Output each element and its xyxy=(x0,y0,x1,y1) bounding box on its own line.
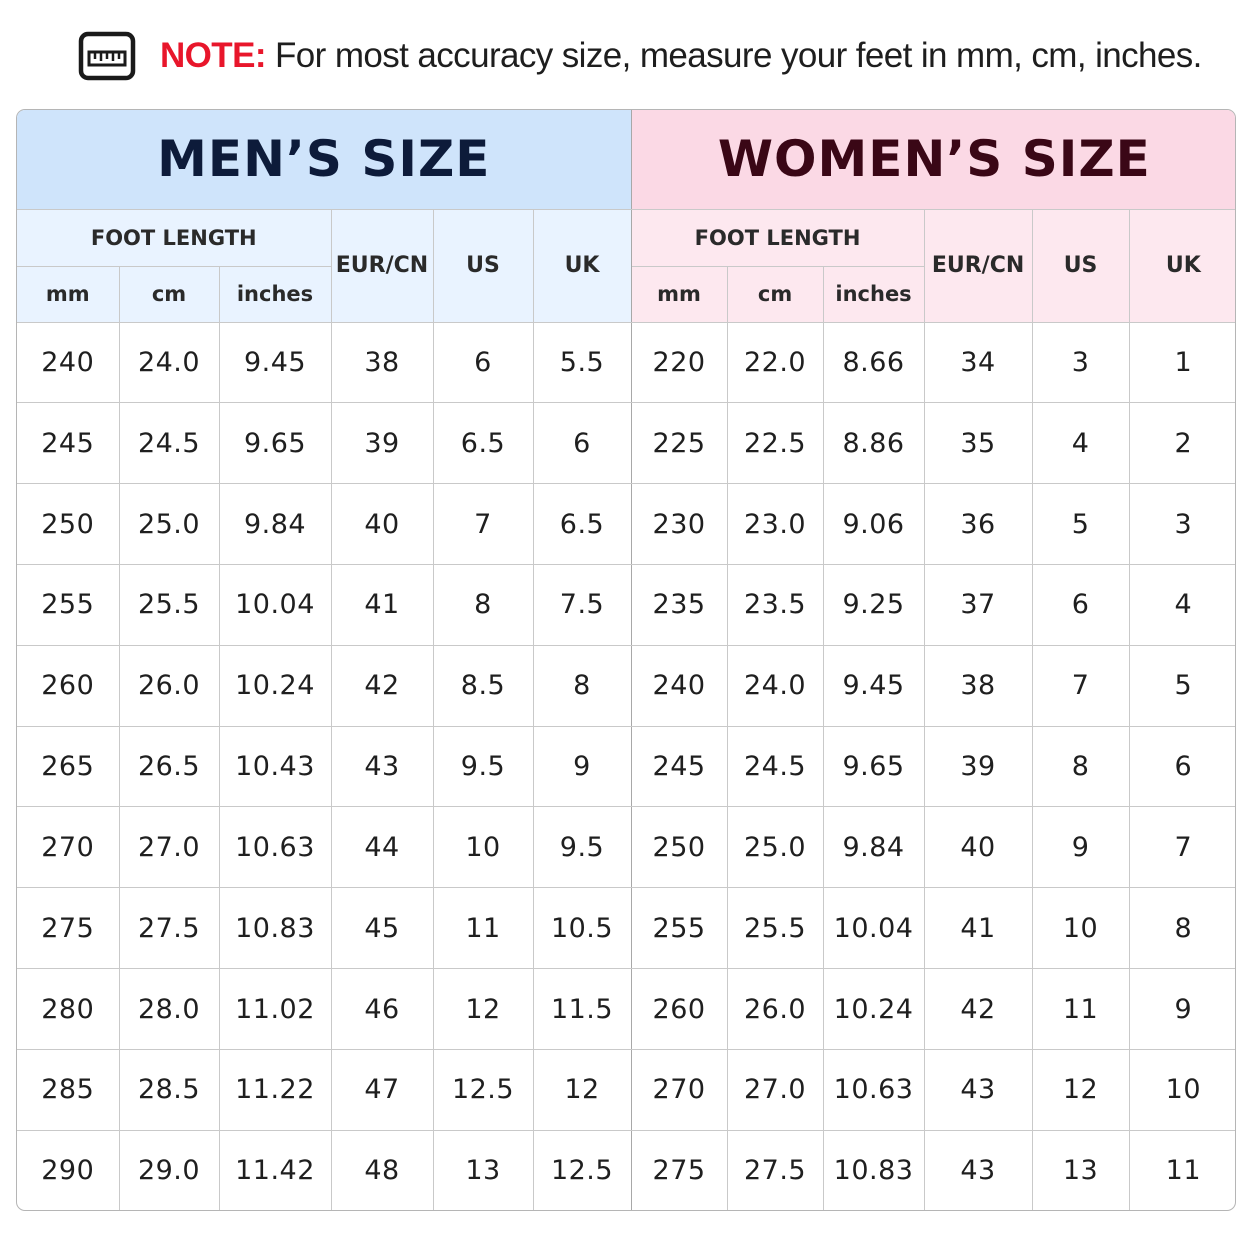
women-eur-cell: 41 xyxy=(924,888,1032,969)
women-inches-cell: 10.04 xyxy=(823,888,924,969)
size-chart-table xyxy=(16,109,1236,1211)
men-size-title: MEN’S SIZE xyxy=(17,110,631,209)
table-row xyxy=(17,403,1236,484)
men-mm-cell: 260 xyxy=(17,645,119,726)
table-row xyxy=(17,726,1236,807)
women-size-title: WOMEN’S SIZE xyxy=(631,110,1236,209)
men-us-cell: 12 xyxy=(433,969,533,1050)
women-cm-cell: 25.0 xyxy=(727,807,823,888)
women-mm-cell: 230 xyxy=(631,484,727,565)
men-us-cell: 6 xyxy=(433,322,533,403)
women-us-cell: 3 xyxy=(1032,322,1129,403)
men-eur-cell: 43 xyxy=(331,726,433,807)
ruler-icon xyxy=(78,31,136,81)
table-row xyxy=(17,969,1236,1050)
men-cm-cell: 24.5 xyxy=(119,403,219,484)
women-uk-cell: 7 xyxy=(1129,807,1236,888)
men-mm-cell: 285 xyxy=(17,1049,119,1130)
note-message: For most accuracy size, measure your feet in mm, cm, inches. xyxy=(265,36,1202,75)
women-us-cell: 9 xyxy=(1032,807,1129,888)
men-mm-cell: 265 xyxy=(17,726,119,807)
men-mm-cell: 245 xyxy=(17,403,119,484)
women-us-cell: 4 xyxy=(1032,403,1129,484)
women-uk-cell: 1 xyxy=(1129,322,1236,403)
women-inches-cell: 8.66 xyxy=(823,322,924,403)
women-eur-cell: 43 xyxy=(924,1049,1032,1130)
men-us-cell: 8.5 xyxy=(433,645,533,726)
men-inches-cell: 9.65 xyxy=(219,403,331,484)
table-row xyxy=(17,484,1236,565)
table-row xyxy=(17,888,1236,969)
men-inches-cell: 11.42 xyxy=(219,1130,331,1210)
women-mm-cell: 225 xyxy=(631,403,727,484)
women-inches-cell: 9.06 xyxy=(823,484,924,565)
women-eur-cell: 34 xyxy=(924,322,1032,403)
men-mm-cell: 275 xyxy=(17,888,119,969)
men-inches-cell: 10.83 xyxy=(219,888,331,969)
men-foot-length-header: FOOT LENGTH xyxy=(17,209,331,266)
table-row xyxy=(17,322,1236,403)
women-us-header: US xyxy=(1032,209,1129,322)
women-uk-cell: 11 xyxy=(1129,1130,1236,1210)
men-cm-cell: 26.0 xyxy=(119,645,219,726)
men-cm-cell: 27.0 xyxy=(119,807,219,888)
men-inches-cell: 10.43 xyxy=(219,726,331,807)
women-cm-cell: 25.5 xyxy=(727,888,823,969)
women-cm-cell: 22.5 xyxy=(727,403,823,484)
men-us-cell: 9.5 xyxy=(433,726,533,807)
women-uk-cell: 9 xyxy=(1129,969,1236,1050)
men-eur-cell: 44 xyxy=(331,807,433,888)
men-eur-cell: 46 xyxy=(331,969,433,1050)
women-eur-cell: 37 xyxy=(924,564,1032,645)
men-inches-cell: 9.45 xyxy=(219,322,331,403)
men-mm-cell: 280 xyxy=(17,969,119,1050)
women-mm-cell: 235 xyxy=(631,564,727,645)
women-cm-cell: 24.5 xyxy=(727,726,823,807)
men-us-cell: 10 xyxy=(433,807,533,888)
men-mm-cell: 250 xyxy=(17,484,119,565)
table-row xyxy=(17,807,1236,888)
table-row xyxy=(17,1049,1236,1130)
women-cm-cell: 26.0 xyxy=(727,969,823,1050)
men-us-cell: 11 xyxy=(433,888,533,969)
women-cm-cell: 22.0 xyxy=(727,322,823,403)
men-us-cell: 7 xyxy=(433,484,533,565)
table-row xyxy=(17,564,1236,645)
men-cm-cell: 29.0 xyxy=(119,1130,219,1210)
men-cm-cell: 25.0 xyxy=(119,484,219,565)
men-eur-cell: 40 xyxy=(331,484,433,565)
men-uk-header: UK xyxy=(533,209,631,322)
men-cm-header: cm xyxy=(119,266,219,322)
table-row xyxy=(17,645,1236,726)
women-eur-cell: 38 xyxy=(924,645,1032,726)
women-uk-cell: 2 xyxy=(1129,403,1236,484)
women-mm-cell: 270 xyxy=(631,1049,727,1130)
men-mm-cell: 240 xyxy=(17,322,119,403)
men-eur-cell: 38 xyxy=(331,322,433,403)
men-inches-cell: 11.02 xyxy=(219,969,331,1050)
women-mm-cell: 240 xyxy=(631,645,727,726)
women-cm-cell: 23.5 xyxy=(727,564,823,645)
men-uk-cell: 8 xyxy=(533,645,631,726)
men-cm-cell: 28.5 xyxy=(119,1049,219,1130)
women-us-cell: 7 xyxy=(1032,645,1129,726)
women-us-cell: 12 xyxy=(1032,1049,1129,1130)
women-eur-cell: 43 xyxy=(924,1130,1032,1210)
women-mm-header: mm xyxy=(631,266,727,322)
women-eur-cell: 42 xyxy=(924,969,1032,1050)
men-inches-cell: 10.24 xyxy=(219,645,331,726)
note-label: NOTE: xyxy=(160,36,266,75)
men-uk-cell: 6 xyxy=(533,403,631,484)
women-cm-header: cm xyxy=(727,266,823,322)
women-inches-header: inches xyxy=(823,266,924,322)
women-inches-cell: 8.86 xyxy=(823,403,924,484)
women-uk-cell: 5 xyxy=(1129,645,1236,726)
men-mm-cell: 270 xyxy=(17,807,119,888)
women-uk-cell: 4 xyxy=(1129,564,1236,645)
men-us-cell: 12.5 xyxy=(433,1049,533,1130)
women-eur-cell: 36 xyxy=(924,484,1032,565)
women-uk-cell: 6 xyxy=(1129,726,1236,807)
women-mm-cell: 260 xyxy=(631,969,727,1050)
note-text xyxy=(160,36,1202,76)
men-eur-cell: 41 xyxy=(331,564,433,645)
women-foot-length-header: FOOT LENGTH xyxy=(631,209,924,266)
men-uk-cell: 6.5 xyxy=(533,484,631,565)
women-inches-cell: 10.63 xyxy=(823,1049,924,1130)
men-us-cell: 6.5 xyxy=(433,403,533,484)
women-us-cell: 11 xyxy=(1032,969,1129,1050)
women-eur-header: EUR/CN xyxy=(924,209,1032,322)
men-eur-cell: 39 xyxy=(331,403,433,484)
women-us-cell: 13 xyxy=(1032,1130,1129,1210)
women-mm-cell: 250 xyxy=(631,807,727,888)
women-us-cell: 8 xyxy=(1032,726,1129,807)
men-inches-cell: 9.84 xyxy=(219,484,331,565)
women-cm-cell: 24.0 xyxy=(727,645,823,726)
women-eur-cell: 39 xyxy=(924,726,1032,807)
men-cm-cell: 27.5 xyxy=(119,888,219,969)
men-us-cell: 8 xyxy=(433,564,533,645)
women-inches-cell: 10.24 xyxy=(823,969,924,1050)
men-inches-cell: 10.04 xyxy=(219,564,331,645)
table-row xyxy=(17,1130,1236,1210)
women-uk-cell: 8 xyxy=(1129,888,1236,969)
women-inches-cell: 9.65 xyxy=(823,726,924,807)
women-inches-cell: 9.84 xyxy=(823,807,924,888)
men-uk-cell: 5.5 xyxy=(533,322,631,403)
men-inches-cell: 10.63 xyxy=(219,807,331,888)
measurement-note xyxy=(78,30,1202,82)
women-us-cell: 10 xyxy=(1032,888,1129,969)
women-cm-cell: 23.0 xyxy=(727,484,823,565)
men-eur-cell: 47 xyxy=(331,1049,433,1130)
men-eur-cell: 42 xyxy=(331,645,433,726)
men-us-header: US xyxy=(433,209,533,322)
women-mm-cell: 255 xyxy=(631,888,727,969)
women-cm-cell: 27.0 xyxy=(727,1049,823,1130)
men-cm-cell: 28.0 xyxy=(119,969,219,1050)
women-eur-cell: 40 xyxy=(924,807,1032,888)
men-inches-cell: 11.22 xyxy=(219,1049,331,1130)
women-inches-cell: 10.83 xyxy=(823,1130,924,1210)
women-inches-cell: 9.45 xyxy=(823,645,924,726)
women-eur-cell: 35 xyxy=(924,403,1032,484)
women-uk-cell: 3 xyxy=(1129,484,1236,565)
men-uk-cell: 12 xyxy=(533,1049,631,1130)
women-uk-cell: 10 xyxy=(1129,1049,1236,1130)
women-us-cell: 5 xyxy=(1032,484,1129,565)
women-mm-cell: 275 xyxy=(631,1130,727,1210)
men-inches-header: inches xyxy=(219,266,331,322)
men-uk-cell: 7.5 xyxy=(533,564,631,645)
men-us-cell: 13 xyxy=(433,1130,533,1210)
men-eur-cell: 48 xyxy=(331,1130,433,1210)
women-us-cell: 6 xyxy=(1032,564,1129,645)
men-cm-cell: 24.0 xyxy=(119,322,219,403)
men-uk-cell: 10.5 xyxy=(533,888,631,969)
women-uk-header: UK xyxy=(1129,209,1236,322)
women-mm-cell: 245 xyxy=(631,726,727,807)
women-cm-cell: 27.5 xyxy=(727,1130,823,1210)
men-mm-header: mm xyxy=(17,266,119,322)
men-eur-header: EUR/CN xyxy=(331,209,433,322)
men-cm-cell: 26.5 xyxy=(119,726,219,807)
men-mm-cell: 255 xyxy=(17,564,119,645)
women-inches-cell: 9.25 xyxy=(823,564,924,645)
men-cm-cell: 25.5 xyxy=(119,564,219,645)
women-mm-cell: 220 xyxy=(631,322,727,403)
men-uk-cell: 11.5 xyxy=(533,969,631,1050)
men-uk-cell: 9.5 xyxy=(533,807,631,888)
men-eur-cell: 45 xyxy=(331,888,433,969)
men-uk-cell: 12.5 xyxy=(533,1130,631,1210)
men-mm-cell: 290 xyxy=(17,1130,119,1210)
men-uk-cell: 9 xyxy=(533,726,631,807)
